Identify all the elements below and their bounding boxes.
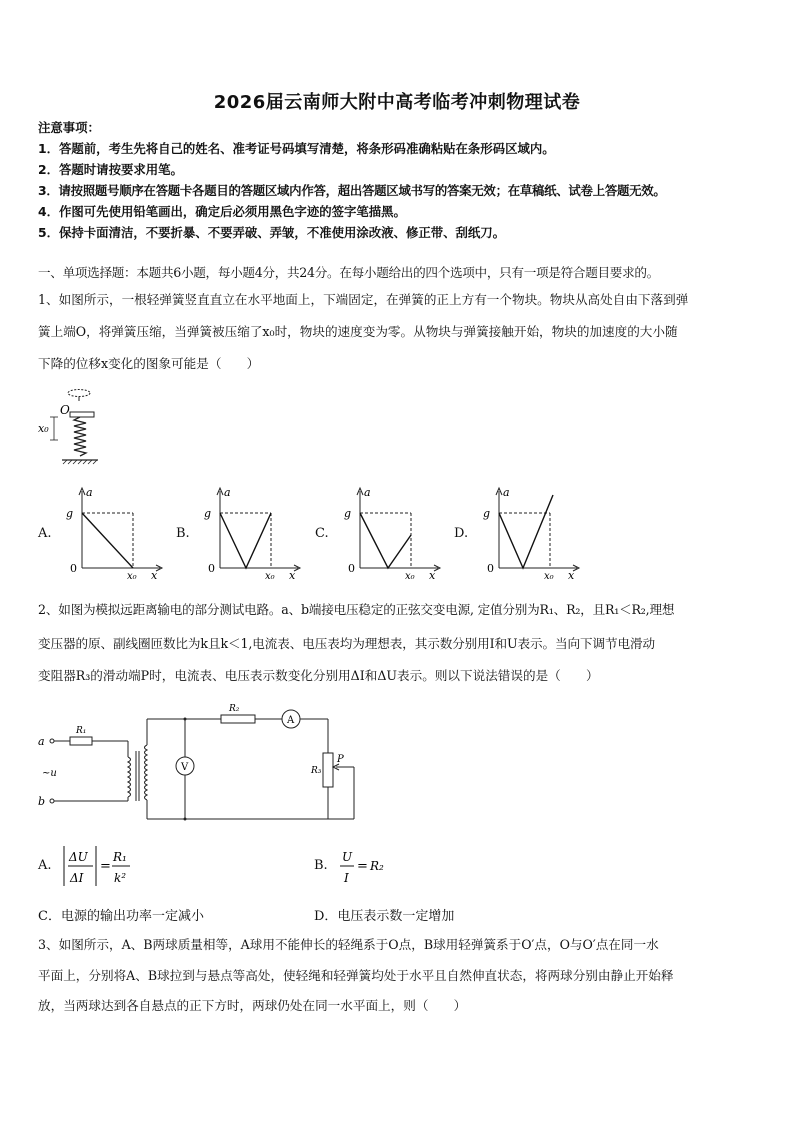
axis-a-label: a <box>364 486 371 499</box>
option-a-label[interactable]: A. <box>38 526 52 541</box>
axis-x-label: x <box>568 569 575 582</box>
spring-figure <box>36 385 106 465</box>
x0-label: x₀ <box>544 571 554 582</box>
source-label: ~u <box>42 768 57 779</box>
page-title: 2026届云南师大附中高考临考冲刺物理试卷 <box>213 92 581 113</box>
option-b-formula <box>338 845 398 889</box>
option-c[interactable]: C．电源的输出功率一定减小 <box>38 909 204 924</box>
g-label: g <box>344 507 352 520</box>
axis-x-label: x <box>429 569 436 582</box>
origin-zero: 0 <box>487 562 494 575</box>
terminal-a-label: a <box>38 735 45 748</box>
option-b-label[interactable]: B. <box>176 526 190 541</box>
k-squared: k² <box>114 871 127 885</box>
axis-a-label: a <box>86 486 93 499</box>
voltmeter-label: V <box>181 762 189 773</box>
option-d[interactable]: D．电压表示数一定增加 <box>314 909 455 924</box>
notice-item: 5．保持卡面清洁，不要折暴、不要弄破、弄皱，不准使用涂改液、修正带、刮纸刀。 <box>38 225 506 240</box>
circuit-diagram <box>36 695 376 825</box>
delta-i: ΔI <box>70 871 84 885</box>
g-label: g <box>483 507 491 520</box>
r2-label: R₂ <box>229 704 240 714</box>
question-1-line: 簧上端O，将弹簧压缩，当弹簧被压缩了x₀时，物块的速度变为零。从物块与弹簧接触开始，物块的加速度的大小随 <box>38 324 678 339</box>
g-label: g <box>66 507 74 520</box>
g-label: g <box>204 507 212 520</box>
notice-item: 4．作图可先使用铅笔画出，确定后必须用黑色字迹的签字笔描黑。 <box>38 204 406 219</box>
x0-label: x₀ <box>127 571 137 582</box>
origin-zero: 0 <box>208 562 215 575</box>
graph-option-b <box>198 483 303 583</box>
question-2-line: 2、如图为模拟远距离输电的部分测试电路。a、b端接电压稳定的正弦交变电源, 定值分别为R₁、R₂，且R₁＜R₂,理想 <box>38 602 675 617</box>
ammeter-label: A <box>287 715 295 726</box>
notice-item: 3．请按照题号顺序在答题卡各题目的答题区域内作答，超出答题区域书写的答案无效；在草稿纸、试卷上答题无效。 <box>38 183 666 198</box>
terminal-b-label: b <box>38 795 46 808</box>
question-1-line: 下降的位移x变化的图象可能是（ ） <box>38 356 260 371</box>
compression-label: x₀ <box>38 422 49 435</box>
axis-a-label: a <box>503 486 510 499</box>
question-2-line: 变阻器R₃的滑动端P时，电流表、电压表示数变化分别用ΔI和ΔU表示。则以下说法错误的是（ ） <box>38 668 599 683</box>
delta-u: ΔU <box>69 850 88 864</box>
option-c-label[interactable]: C. <box>315 526 329 541</box>
option-b-label[interactable]: B. <box>314 858 328 873</box>
axis-x-label: x <box>289 569 296 582</box>
axis-a-label: a <box>224 486 231 499</box>
slider-p-label: P <box>337 754 344 765</box>
question-3-line: 3、如图所示，A、B两球质量相等，A球用不能伸长的轻绳系于O点，B球用轻弹簧系于O′点，O与O′点在同一水 <box>38 937 659 952</box>
axis-x-label: x <box>151 569 158 582</box>
graph-option-a <box>60 483 165 583</box>
notice-heading: 注意事项： <box>38 120 100 135</box>
graph-option-d <box>477 483 582 583</box>
origin-label: O <box>60 403 70 417</box>
notice-item: 2．答题时请按要求用笔。 <box>38 162 183 177</box>
r1-label: R₁ <box>76 726 87 736</box>
question-2-line: 变压器的原、副线圈匝数比为k且k＜1,电流表、电压表均为理想表，其示数分别用I和U表示。当向下调节电滑动 <box>38 636 655 651</box>
equals-sign: = <box>100 859 111 874</box>
graph-option-c <box>338 483 443 583</box>
option-a-label[interactable]: A. <box>38 858 52 873</box>
x0-label: x₀ <box>265 571 275 582</box>
option-a-formula <box>60 843 140 889</box>
r3-label: R₃ <box>311 766 322 776</box>
equals-sign: = <box>357 859 368 874</box>
question-3-line: 平面上，分别将A、B球拉到与悬点等高处，使轻绳和轻弹簧均处于水平且自然伸直状态，将两球分别由静止开始释 <box>38 968 674 983</box>
notice-item: 1．答题前，考生先将自己的姓名、准考证号码填写清楚，将条形码准确粘贴在条形码区域内。 <box>38 141 555 156</box>
r1-symbol: R₁ <box>113 850 127 864</box>
question-3-line: 放，当两球达到各自悬点的正下方时，两球仍处在同一水平面上，则（ ） <box>38 998 467 1013</box>
r2-symbol: R₂ <box>370 859 384 873</box>
question-1-line: 1、如图所示，一根轻弹簧竖直直立在水平地面上，下端固定，在弹簧的正上方有一个物块。物块从高处自由下落到弹 <box>38 292 689 307</box>
origin-zero: 0 <box>348 562 355 575</box>
u-symbol: U <box>342 850 353 864</box>
option-d-label[interactable]: D. <box>454 526 469 541</box>
origin-zero: 0 <box>70 562 77 575</box>
section-heading: 一、单项选择题：本题共6小题，每小题4分，共24分。在每小题给出的四个选项中，只有一项是符合题目要求的。 <box>38 265 659 280</box>
x0-label: x₀ <box>405 571 415 582</box>
i-symbol: I <box>344 871 349 885</box>
